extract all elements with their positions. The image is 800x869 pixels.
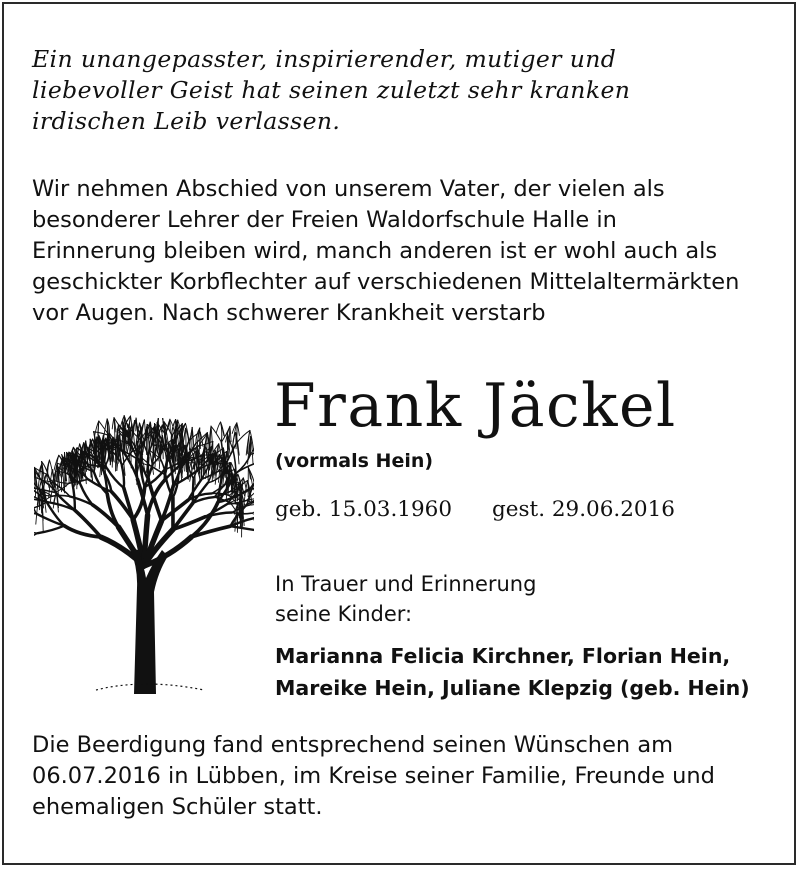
- death-date: gest. 29.06.2016: [492, 497, 675, 522]
- children-line: Marianna Felicia Kirchner, Florian Hein,: [275, 644, 731, 668]
- funeral-line: ehemaligen Schüler statt.: [32, 794, 323, 820]
- deceased-name: Frank Jäckel: [274, 371, 677, 441]
- tree-icon: [34, 378, 254, 694]
- mourning-line: In Trauer und Erinnerung: [275, 572, 537, 596]
- intro-line: liebevoller Geist hat seinen zuletzt sehr kranken: [32, 76, 631, 104]
- farewell-line: vor Augen. Nach schwerer Krankheit verstarb: [32, 300, 546, 326]
- farewell-line: Erinnerung bleiben wird, manch anderen ist er wohl auch als: [32, 238, 718, 264]
- birth-date: geb. 15.03.1960: [275, 497, 453, 522]
- intro-text: [32, 44, 772, 137]
- children-line: Mareike Hein, Juliane Klepzig (geb. Hein): [275, 676, 750, 700]
- intro-line: Ein unangepasster, inspirierender, mutiger und: [32, 45, 617, 73]
- farewell-text: [32, 174, 772, 329]
- funeral-line: Die Beerdigung fand entsprechend seinen Wünschen am: [32, 732, 674, 758]
- life-dates: [275, 494, 675, 526]
- farewell-line: Wir nehmen Abschied von unserem Vater, der vielen als: [32, 176, 665, 202]
- children-names: [275, 640, 750, 704]
- former-name: (vormals Hein): [275, 450, 434, 472]
- farewell-line: geschickter Korbflechter auf verschiedenen Mittelaltermärkten: [32, 269, 740, 295]
- mourning-line: seine Kinder:: [275, 602, 413, 626]
- funeral-text: [32, 730, 772, 823]
- funeral-line: 06.07.2016 in Lübben, im Kreise seiner Familie, Freunde und: [32, 763, 715, 789]
- intro-line: irdischen Leib verlassen.: [32, 107, 341, 135]
- mourning-text: [275, 569, 536, 629]
- farewell-line: besonderer Lehrer der Freien Waldorfschule Halle in: [32, 207, 617, 233]
